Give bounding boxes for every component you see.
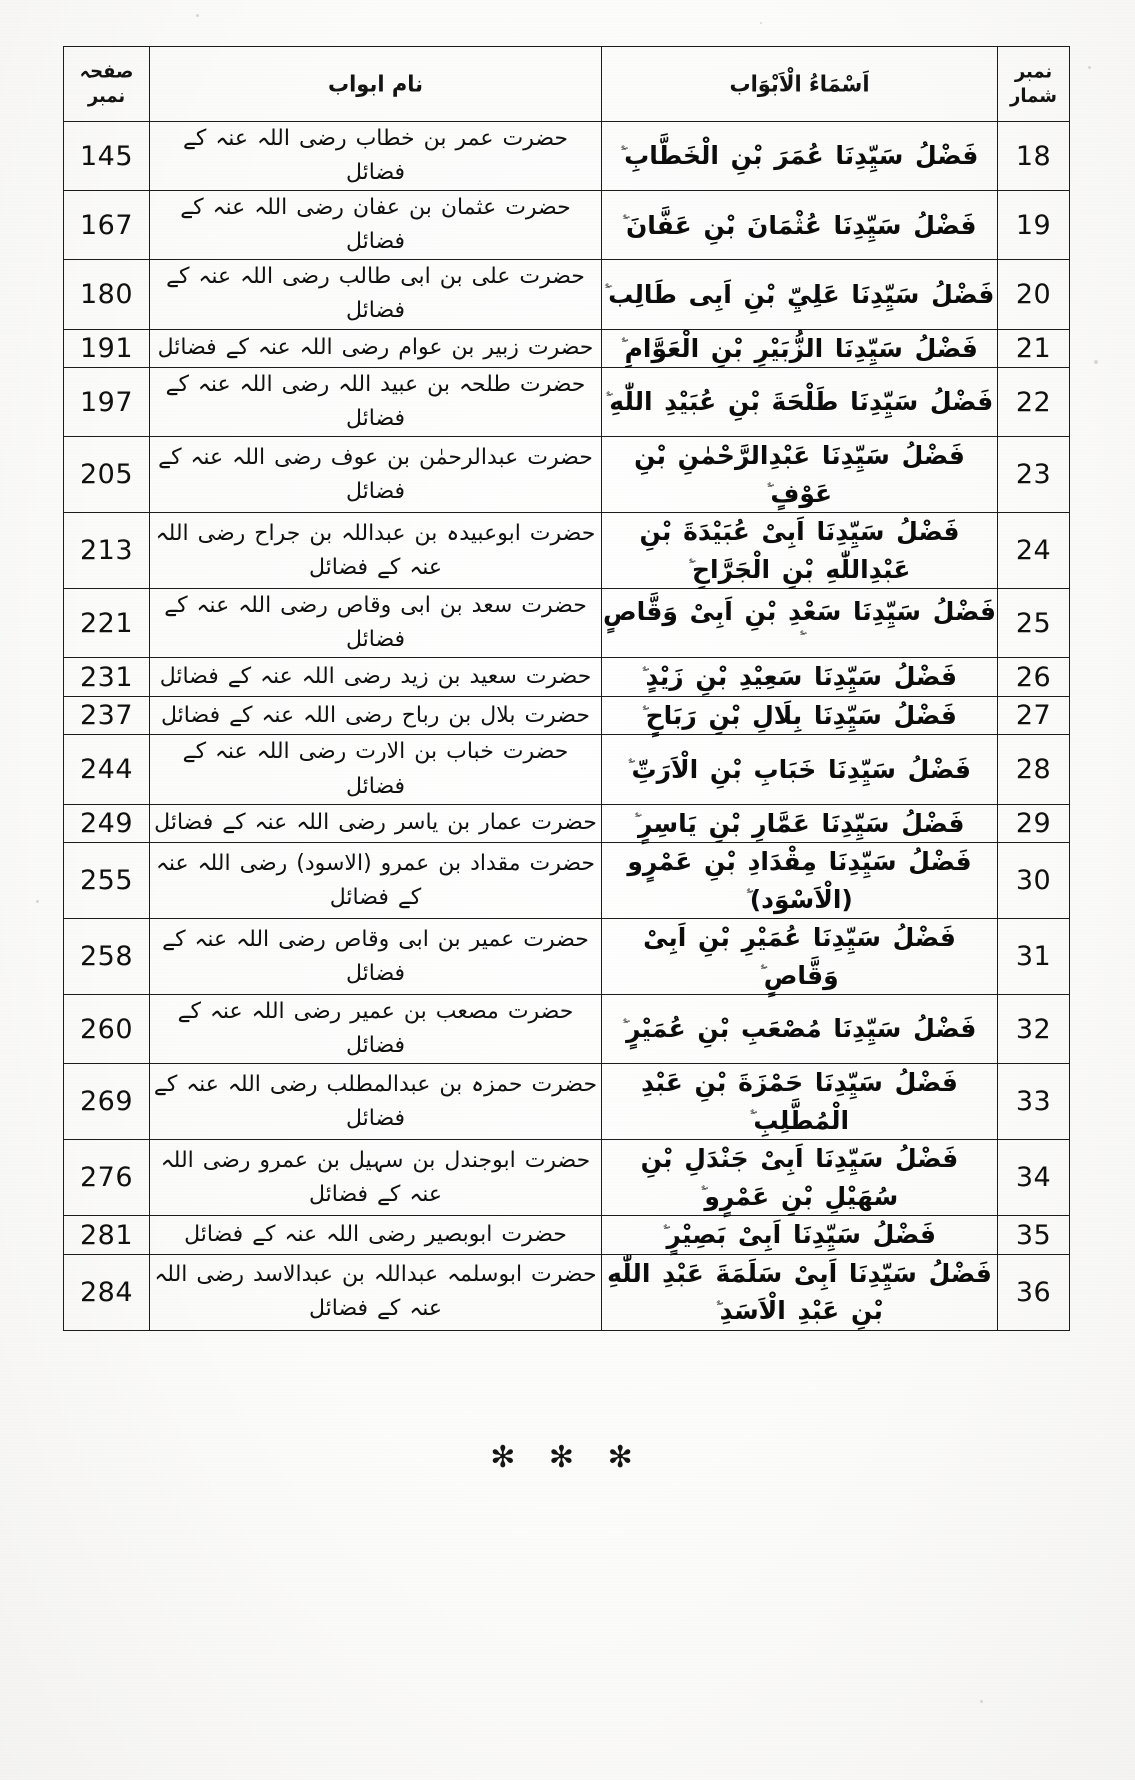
cell-chapter-name-urdu bbox=[150, 696, 602, 735]
chapter-name-urdu-text: حضرت ابوسلمہ عبداللہ بن عبدالاسد رضی اللہ عنہ کے فضائل bbox=[154, 1262, 597, 1322]
chapter-name-arabic-text: فَضْلُ سَيِّدِنَا عَلِيِّ بْنِ اَبِى طَالِب bbox=[608, 279, 995, 309]
honorific-icon: ۖؐ bbox=[622, 1019, 627, 1036]
scan-speck bbox=[1094, 360, 1098, 364]
cell-chapter-name-arabic bbox=[602, 995, 998, 1064]
chapter-name-arabic-text: فَضْلُ سَيِّدِنَا سَعِيْدِ بْنِ زَيْدٍ bbox=[645, 662, 958, 692]
cell-serial-number: 25 bbox=[998, 589, 1070, 658]
cell-chapter-name-arabic bbox=[602, 122, 998, 191]
chapter-name-arabic-text: فَضْلُ سَيِّدِنَا اَبِىْ عُبَيْدَةَ بْنِ عَبْدِاللّٰهِ بْنِ الْجَرَّاحِ bbox=[639, 517, 960, 584]
cell-chapter-name-urdu bbox=[150, 843, 602, 919]
chapter-name-arabic-text: فَضْلُ سَيِّدِنَا عَمَّارِ بْنِ يَاسِرٍ bbox=[637, 808, 965, 838]
chapter-name-arabic-text: فَضْلُ سَيِّدِنَا طَلْحَةَ بْنِ عُبَيْدِ اللّٰهِ bbox=[609, 387, 994, 417]
table-row bbox=[64, 329, 1070, 368]
column-header-page-number bbox=[64, 47, 150, 122]
cell-chapter-name-arabic bbox=[602, 843, 998, 919]
table-head bbox=[64, 47, 1070, 122]
header-label-chapter-name-arabic: اَسْمَاءُ الْاَبْوَاب bbox=[729, 71, 870, 97]
cell-serial-number: 24 bbox=[998, 513, 1070, 589]
chapter-name-arabic-text: فَضْلُ سَيِّدِنَا اَبِىْ سَلَمَةَ عَبْدِ اللّٰهِ بْنِ عَبْدِ الْاَسَدِ bbox=[607, 1258, 992, 1326]
cell-chapter-name-arabic bbox=[602, 437, 998, 513]
honorific-icon: ۖؐ bbox=[628, 759, 632, 776]
cell-serial-number: 36 bbox=[998, 1254, 1070, 1330]
chapter-name-arabic-text: فَضْلُ سَيِّدِنَا سَعْدِ بْنِ اَبِىْ وَقَّاصٍ bbox=[602, 597, 997, 627]
cell-chapter-name-urdu bbox=[150, 804, 602, 843]
table-row bbox=[64, 1064, 1070, 1140]
table-row bbox=[64, 658, 1070, 697]
table-row bbox=[64, 735, 1070, 804]
cell-page-number: 145 bbox=[64, 122, 150, 191]
cell-chapter-name-arabic bbox=[602, 589, 998, 658]
index-table-container bbox=[64, 46, 1070, 1331]
cell-page-number: 244 bbox=[64, 735, 150, 804]
cell-chapter-name-arabic bbox=[602, 329, 998, 368]
chapter-name-arabic-text: فَضْلُ سَيِّدِنَا خَبَابِ بْنِ الْاَرَتِّ bbox=[631, 754, 971, 784]
cell-serial-number: 30 bbox=[998, 843, 1070, 919]
honorific-icon: ۖؐ bbox=[700, 1186, 705, 1203]
cell-chapter-name-arabic bbox=[602, 513, 998, 589]
chapter-name-urdu-text: حضرت مصعب بن عمیر رضی اللہ عنہ کے فضائل bbox=[177, 999, 574, 1059]
header-label-chapter-name-urdu: نام ابواب bbox=[327, 71, 424, 97]
table-row bbox=[64, 191, 1070, 260]
honorific-icon: ۖؐ bbox=[642, 705, 646, 722]
honorific-icon: ۖؐ bbox=[622, 215, 626, 232]
chapter-name-urdu-text: حضرت ابوجندل بن سہیل بن عمرو رضی اللہ عنہ کے فضائل bbox=[160, 1147, 591, 1207]
cell-chapter-name-arabic bbox=[602, 1140, 998, 1216]
chapter-name-urdu-text: حضرت عمیر بن ابی وقاص رضی اللہ عنہ کے فضائل bbox=[162, 926, 589, 986]
cell-chapter-name-arabic bbox=[602, 1254, 998, 1330]
cell-chapter-name-urdu bbox=[150, 329, 602, 368]
honorific-icon: ۖؐ bbox=[663, 1224, 667, 1241]
cell-page-number: 237 bbox=[64, 696, 150, 735]
cell-page-number: 205 bbox=[64, 437, 150, 513]
footer-ornament: ✻ ✻ ✻ bbox=[490, 1440, 645, 1475]
cell-serial-number: 19 bbox=[998, 191, 1070, 260]
table-row bbox=[64, 995, 1070, 1064]
chapter-name-urdu-text: حضرت حمزہ بن عبدالمطلب رضی اللہ عنہ کے فضائل bbox=[153, 1071, 598, 1131]
cell-serial-number: 29 bbox=[998, 804, 1070, 843]
cell-serial-number: 18 bbox=[998, 122, 1070, 191]
table-row bbox=[64, 843, 1070, 919]
honorific-icon: ۖؐ bbox=[746, 889, 750, 906]
chapter-name-arabic-text: فَضْلُ سَيِّدِنَا حَمْزَةَ بْنِ عَبْدِ الْمُطَّلِبِ bbox=[641, 1068, 958, 1135]
cell-serial-number: 27 bbox=[998, 696, 1070, 735]
table-row bbox=[64, 1254, 1070, 1330]
cell-chapter-name-urdu bbox=[150, 437, 602, 513]
cell-page-number: 258 bbox=[64, 919, 150, 995]
cell-page-number: 281 bbox=[64, 1216, 150, 1255]
cell-page-number: 231 bbox=[64, 658, 150, 697]
cell-chapter-name-arabic bbox=[602, 658, 998, 697]
cell-chapter-name-urdu bbox=[150, 589, 602, 658]
chapter-name-urdu-text: حضرت علی بن ابی طالب رضی اللہ عنہ کے فضائل bbox=[166, 264, 585, 324]
honorific-icon: ۖؐ bbox=[620, 146, 625, 163]
table-row bbox=[64, 589, 1070, 658]
cell-chapter-name-arabic bbox=[602, 1064, 998, 1140]
table-row bbox=[64, 513, 1070, 589]
chapter-name-urdu-text: حضرت عمر بن خطاب رضی اللہ عنہ کے فضائل bbox=[182, 126, 569, 186]
cell-page-number: 255 bbox=[64, 843, 150, 919]
cell-serial-number: 34 bbox=[998, 1140, 1070, 1216]
scan-speck bbox=[36, 900, 39, 903]
cell-chapter-name-arabic bbox=[602, 919, 998, 995]
cell-chapter-name-urdu bbox=[150, 1216, 602, 1255]
cell-page-number: 197 bbox=[64, 368, 150, 437]
honorific-icon: ۖؐ bbox=[604, 284, 609, 301]
table-row bbox=[64, 919, 1070, 995]
chapter-name-arabic-text: فَضْلُ سَيِّدِنَا الزُّبَيْرِ بْنِ الْعَوَّامِ bbox=[624, 333, 978, 363]
chapter-name-arabic-text: فَضْلُ سَيِّدِنَا بِلَالِ بْنِ رَبَاحٍ bbox=[645, 700, 957, 730]
cell-page-number: 260 bbox=[64, 995, 150, 1064]
cell-chapter-name-arabic bbox=[602, 1216, 998, 1255]
chapter-name-urdu-text: حضرت مقداد بن عمرو (الاسود) رضی اللہ عنہ کے فضائل bbox=[155, 850, 596, 910]
cell-serial-number: 28 bbox=[998, 735, 1070, 804]
cell-chapter-name-urdu bbox=[150, 658, 602, 697]
cell-chapter-name-urdu bbox=[150, 735, 602, 804]
cell-serial-number: 22 bbox=[998, 368, 1070, 437]
honorific-icon: ۖؐ bbox=[760, 965, 764, 982]
table-body bbox=[64, 122, 1070, 1331]
table-row bbox=[64, 122, 1070, 191]
cell-chapter-name-urdu bbox=[150, 513, 602, 589]
index-table bbox=[63, 46, 1070, 1331]
cell-chapter-name-arabic bbox=[602, 191, 998, 260]
cell-serial-number: 33 bbox=[998, 1064, 1070, 1140]
cell-chapter-name-arabic bbox=[602, 804, 998, 843]
table-row bbox=[64, 437, 1070, 513]
honorific-icon: ۖؐ bbox=[716, 1300, 720, 1317]
scan-speck bbox=[196, 14, 199, 17]
cell-chapter-name-arabic bbox=[602, 368, 998, 437]
header-label-page-number: صفحہ نمبر bbox=[79, 60, 134, 107]
header-label-serial-number: نمبر شمار bbox=[1010, 60, 1057, 107]
chapter-name-urdu-text: حضرت زبیر بن عوام رضی اللہ عنہ کے فضائل bbox=[157, 335, 594, 361]
honorific-icon: ۖؐ bbox=[766, 483, 771, 500]
chapter-name-urdu-text: حضرت ابوعبیدہ بن عبداللہ بن جراح رضی اللہ عنہ کے فضائل bbox=[155, 520, 596, 580]
table-row bbox=[64, 260, 1070, 329]
scan-speck bbox=[760, 22, 762, 24]
chapter-name-arabic-text: فَضْلُ سَيِّدِنَا عُمَيْرِ بْنِ اَبِىْ وَقَّاصٍ bbox=[643, 923, 956, 990]
chapter-name-urdu-text: حضرت طلحہ بن عبید اللہ رضی اللہ عنہ کے فضائل bbox=[165, 372, 586, 432]
cell-page-number: 167 bbox=[64, 191, 150, 260]
honorific-icon: ۖؐ bbox=[621, 338, 625, 355]
honorific-icon: ۖؐ bbox=[688, 559, 693, 576]
cell-chapter-name-urdu bbox=[150, 995, 602, 1064]
column-header-chapter-name-arabic bbox=[602, 47, 998, 122]
cell-chapter-name-urdu bbox=[150, 191, 602, 260]
chapter-name-arabic-text: فَضْلُ سَيِّدِنَا عُمَرَ بْنِ الْخَطَّابِ bbox=[624, 141, 979, 171]
cell-chapter-name-urdu bbox=[150, 1064, 602, 1140]
cell-serial-number: 26 bbox=[998, 658, 1070, 697]
cell-page-number: 221 bbox=[64, 589, 150, 658]
cell-page-number: 180 bbox=[64, 260, 150, 329]
cell-serial-number: 20 bbox=[998, 260, 1070, 329]
cell-chapter-name-urdu bbox=[150, 122, 602, 191]
chapter-name-arabic-text: فَضْلُ سَيِّدِنَا اَبِىْ جَنْدَلِ بْنِ سُهَيْلِ بْنِ عَمْرٍو bbox=[640, 1144, 959, 1211]
cell-serial-number: 21 bbox=[998, 329, 1070, 368]
scan-speck bbox=[1088, 66, 1091, 69]
cell-serial-number: 23 bbox=[998, 437, 1070, 513]
cell-chapter-name-urdu bbox=[150, 1254, 602, 1330]
scan-speck bbox=[980, 1700, 983, 1703]
cell-page-number: 249 bbox=[64, 804, 150, 843]
cell-chapter-name-urdu bbox=[150, 368, 602, 437]
chapter-name-urdu-text: حضرت سعید بن زید رضی اللہ عنہ کے فضائل bbox=[159, 664, 592, 690]
chapter-name-arabic-text: فَضْلُ سَيِّدِنَا عَبْدِالرَّحْمٰنِ بْنِ عَوْفٍ bbox=[634, 441, 965, 508]
table-row bbox=[64, 696, 1070, 735]
chapter-name-urdu-text: حضرت عثمان بن عفان رضی اللہ عنہ کے فضائل bbox=[180, 195, 571, 255]
table-row bbox=[64, 1140, 1070, 1216]
cell-page-number: 269 bbox=[64, 1064, 150, 1140]
honorific-icon: ۖؐ bbox=[749, 1110, 754, 1127]
chapter-name-urdu-text: حضرت سعد بن ابی وقاص رضی اللہ عنہ کے فضائل bbox=[164, 593, 587, 653]
chapter-name-urdu-text: حضرت بلال بن رباح رضی اللہ عنہ کے فضائل bbox=[161, 702, 590, 728]
cell-chapter-name-urdu bbox=[150, 919, 602, 995]
honorific-icon: ۖؐ bbox=[634, 813, 638, 830]
cell-chapter-name-urdu bbox=[150, 1140, 602, 1216]
table-row bbox=[64, 368, 1070, 437]
header-row bbox=[64, 47, 1070, 122]
chapter-name-urdu-text: حضرت ابوبصیر رضی اللہ عنہ کے فضائل bbox=[184, 1222, 567, 1248]
cell-serial-number: 31 bbox=[998, 919, 1070, 995]
column-header-serial-number bbox=[998, 47, 1070, 122]
cell-page-number: 213 bbox=[64, 513, 150, 589]
chapter-name-urdu-text: حضرت عمار بن یاسر رضی اللہ عنہ کے فضائل bbox=[154, 810, 597, 836]
table-row bbox=[64, 804, 1070, 843]
cell-chapter-name-arabic bbox=[602, 696, 998, 735]
honorific-icon: ۖؐ bbox=[605, 392, 610, 409]
cell-chapter-name-urdu bbox=[150, 260, 602, 329]
chapter-name-urdu-text: حضرت عبدالرحمٰن بن عوف رضی اللہ عنہ کے فضائل bbox=[158, 444, 593, 504]
chapter-name-arabic-text: فَضْلُ سَيِّدِنَا اَبِىْ بَصِيْرٍ bbox=[666, 1220, 936, 1250]
cell-page-number: 276 bbox=[64, 1140, 150, 1216]
cell-chapter-name-arabic bbox=[602, 260, 998, 329]
column-header-chapter-name-urdu bbox=[150, 47, 602, 122]
chapter-name-arabic-text: فَضْلُ سَيِّدِنَا عُثْمَانَ بْنِ عَفَّانَ bbox=[625, 210, 977, 240]
cell-serial-number: 35 bbox=[998, 1216, 1070, 1255]
honorific-icon: ۖؐ bbox=[641, 667, 646, 684]
chapter-name-arabic-text: فَضْلُ سَيِّدِنَا مُصْعَبِ بْنِ عُمَيْرٍ bbox=[626, 1014, 977, 1044]
cell-chapter-name-arabic bbox=[602, 735, 998, 804]
table-row bbox=[64, 1216, 1070, 1255]
chapter-name-urdu-text: حضرت خباب بن الارت رضی اللہ عنہ کے فضائل bbox=[182, 739, 569, 799]
cell-serial-number: 32 bbox=[998, 995, 1070, 1064]
chapter-name-arabic-text: فَضْلُ سَيِّدِنَا مِقْدَادِ بْنِ عَمْرٍو (الْاَسْوَد) bbox=[627, 847, 972, 914]
cell-page-number: 284 bbox=[64, 1254, 150, 1330]
cell-page-number: 191 bbox=[64, 329, 150, 368]
